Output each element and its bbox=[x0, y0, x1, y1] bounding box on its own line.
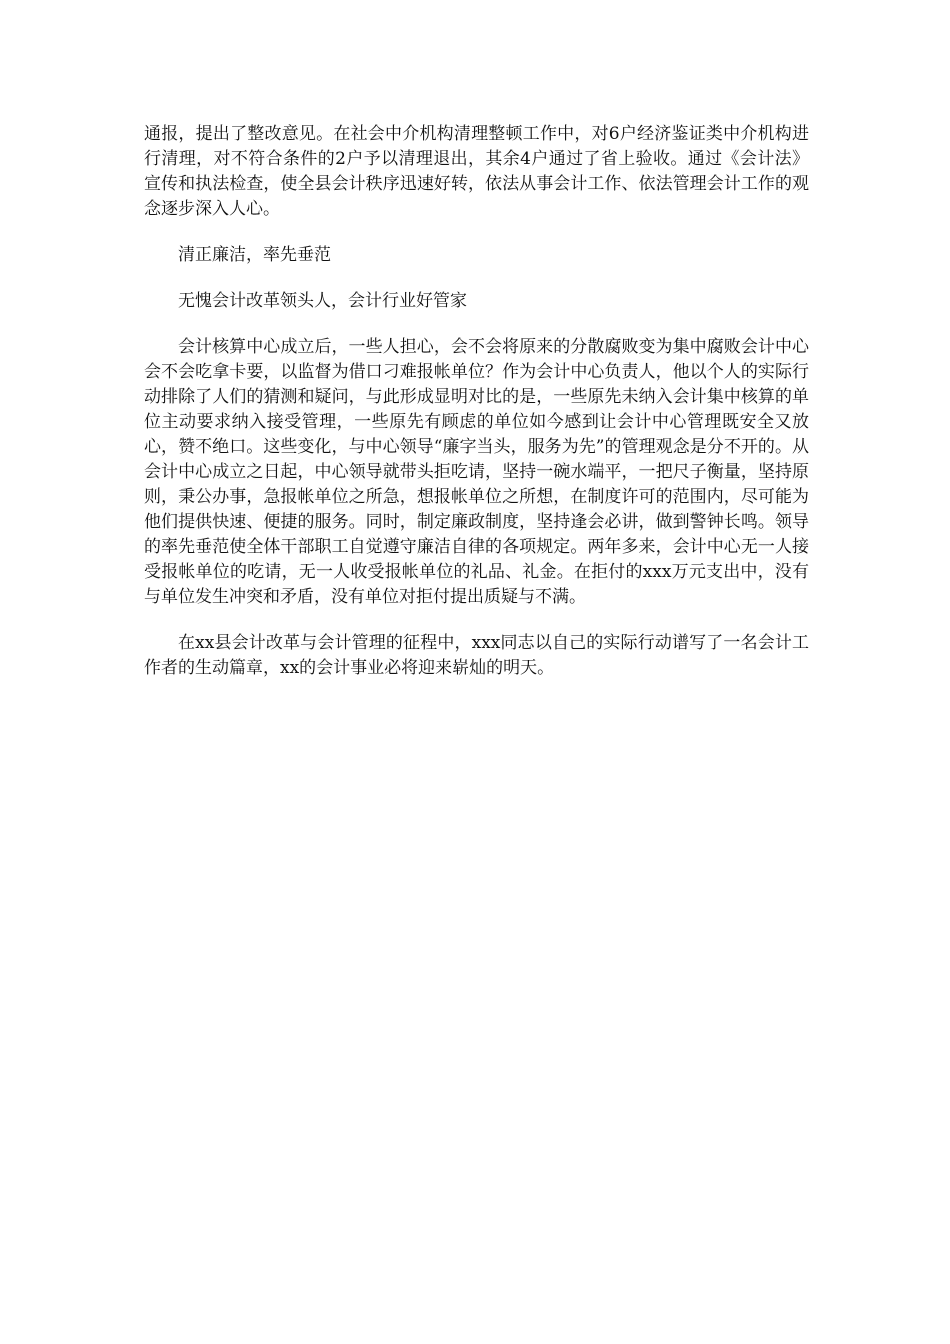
section-heading: 清正廉洁，率先垂范 bbox=[178, 245, 331, 265]
document-body bbox=[144, 122, 809, 702]
paragraph-continuation: 通报，提出了整改意见。在社会中介机构清理整顿工作中，对6户经济鉴证类中介机构进行清理，对不符合条件的2户予以清理退出，其余4户通过了省上验收。通过《会计法》宣传和执法检查，使全县会计秩序迅速好转，依法从事会计工作、依法管理会计工作的观念逐步深入人心。 bbox=[144, 124, 809, 219]
paragraph-accounting-center: 会计核算中心成立后，一些人担心，会不会将原来的分散腐败变为集中腐败会计中心会不会吃拿卡要，以监督为借口刁难报帐单位？作为会计中心负责人，他以个人的实际行动排除了人们的猜测和疑问，与此形成显明对比的是，一些原先未纳入会计集中核算的单位主动要求纳入接受管理，一些原先有顾虑的单位如今感到让会计中心管理既安全又放心，赞不绝口。这些变化，与中心领导“廉字当头，服务为先”的管理观念是分不开的。从会计中心成立之日起，中心领导就带头拒吃请，坚持一碗水端平，一把尺子衡量，坚持原则，秉公办事，急报帐单位之所急，想报帐单位之所想，在制度许可的范围内，尽可能为他们提供快速、便捷的服务。同时，制定廉政制度，坚持逢会必讲，做到警钟长鸣。领导的率先垂范使全体干部职工自觉遵守廉洁自律的各项规定。两年多来，会计中心无一人接受报帐单位的吃请，无一人收受报帐单位的礼品、礼金。在拒付的xxx万元支出中，没有与单位发生冲突和矛盾，没有单位对拒付提出质疑与不满。 bbox=[144, 337, 809, 607]
paragraph-conclusion: 在xx县会计改革与会计管理的征程中，xxx同志以自己的实际行动谱写了一名会计工作者的生动篇章，xx的会计事业必将迎来崭灿的明天。 bbox=[144, 633, 809, 678]
section-subheading: 无愧会计改革领头人，会计行业好管家 bbox=[178, 291, 467, 311]
